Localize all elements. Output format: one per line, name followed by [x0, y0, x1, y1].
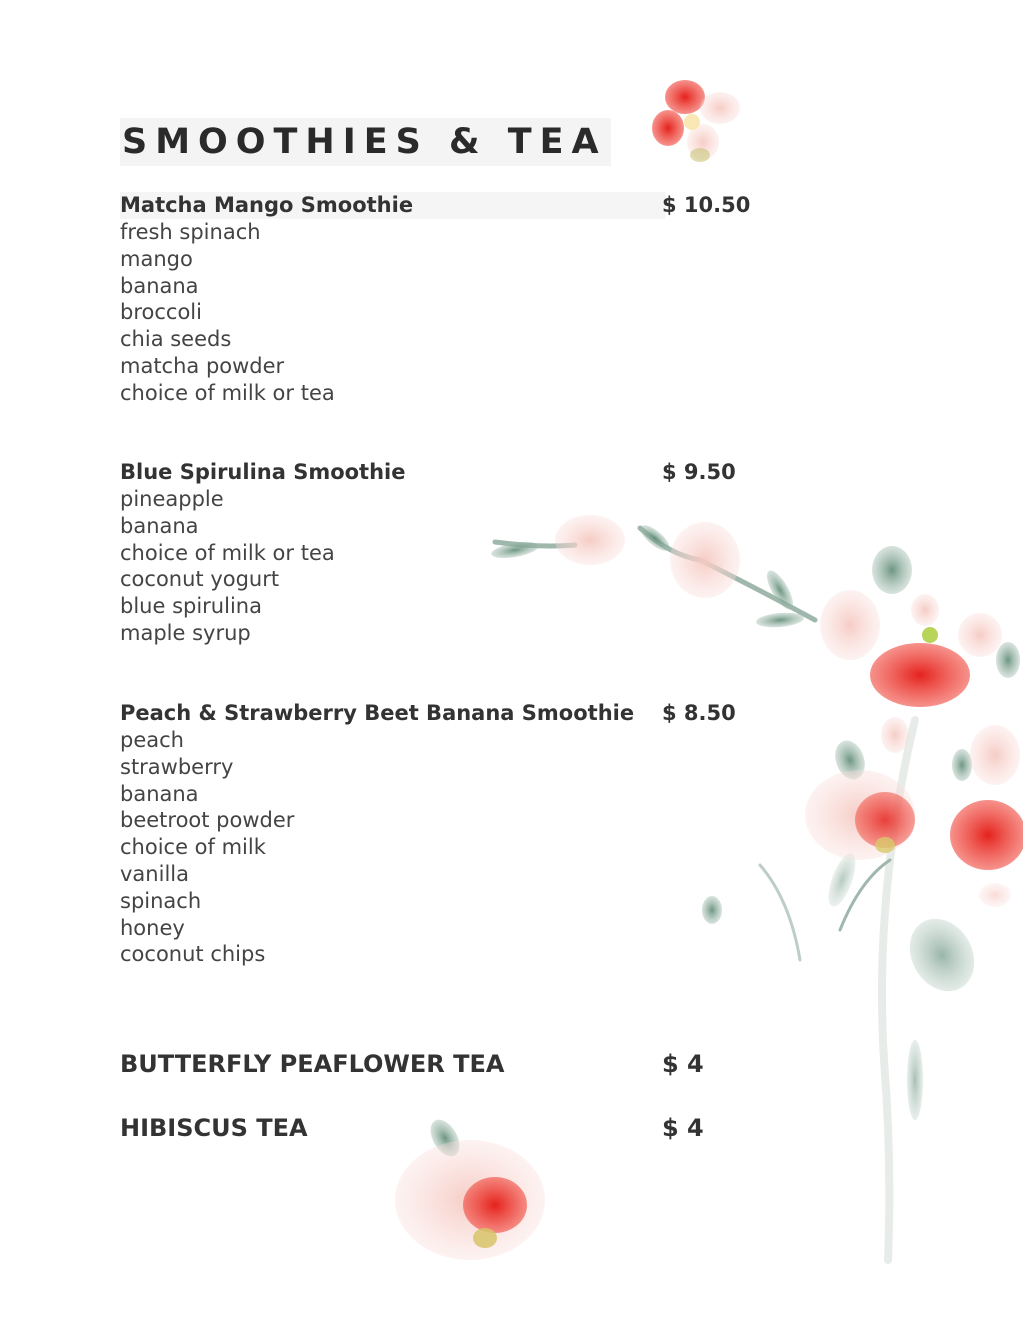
ingredient: strawberry — [120, 754, 234, 779]
ingredient: choice of milk — [120, 835, 266, 860]
ingredient: spinach — [120, 888, 202, 913]
menu-item-butterfly-peaflower-tea — [120, 1048, 740, 1080]
item-header — [120, 700, 740, 727]
item-name: Peach & Strawberry Beet Banana Smoothie — [120, 701, 635, 725]
item-price: $ 10.50 — [662, 193, 751, 217]
menu-item-peach-strawberry — [120, 700, 740, 968]
ingredient: banana — [120, 513, 199, 538]
item-name: Matcha Mango Smoothie — [120, 193, 414, 217]
tea-price: $ 4 — [662, 1114, 704, 1142]
menu-item-blue-spirulina — [120, 459, 740, 647]
ingredient: choice of milk or tea — [120, 380, 335, 405]
ingredient: choice of milk or tea — [120, 540, 335, 565]
ingredient-list — [120, 486, 740, 647]
ingredient: vanilla — [120, 861, 189, 886]
ingredient: coconut yogurt — [120, 567, 280, 592]
item-price: $ 8.50 — [662, 701, 736, 725]
ingredient: chia seeds — [120, 327, 232, 352]
ingredient: banana — [120, 273, 199, 298]
ingredient: broccoli — [120, 300, 202, 325]
item-header — [120, 192, 751, 219]
ingredient: blue spirulina — [120, 594, 262, 619]
ingredient: coconut chips — [120, 942, 266, 967]
ingredient: mango — [120, 246, 193, 271]
ingredient: fresh spinach — [120, 220, 261, 244]
ingredient: banana — [120, 781, 199, 806]
tea-name: HIBISCUS TEA — [120, 1114, 308, 1142]
item-name: Blue Spirulina Smoothie — [120, 460, 406, 484]
top-flower-icon — [652, 80, 740, 162]
menu-title: SMOOTHIES & TEA — [120, 118, 611, 166]
menu-item-hibiscus-tea — [120, 1112, 740, 1144]
ingredient: pineapple — [120, 487, 224, 511]
menu-item-matcha-mango — [120, 192, 751, 407]
ingredient-list — [120, 219, 740, 407]
ingredient-list — [120, 727, 740, 968]
item-price: $ 9.50 — [662, 460, 736, 484]
ingredient: honey — [120, 915, 185, 940]
ingredient: beetroot powder — [120, 808, 295, 833]
tea-name: BUTTERFLY PEAFLOWER TEA — [120, 1050, 505, 1078]
ingredient: maple syrup — [120, 620, 251, 645]
item-header — [120, 459, 740, 486]
tea-price: $ 4 — [662, 1050, 704, 1078]
ingredient: matcha powder — [120, 353, 285, 378]
ingredient: peach — [120, 728, 184, 752]
